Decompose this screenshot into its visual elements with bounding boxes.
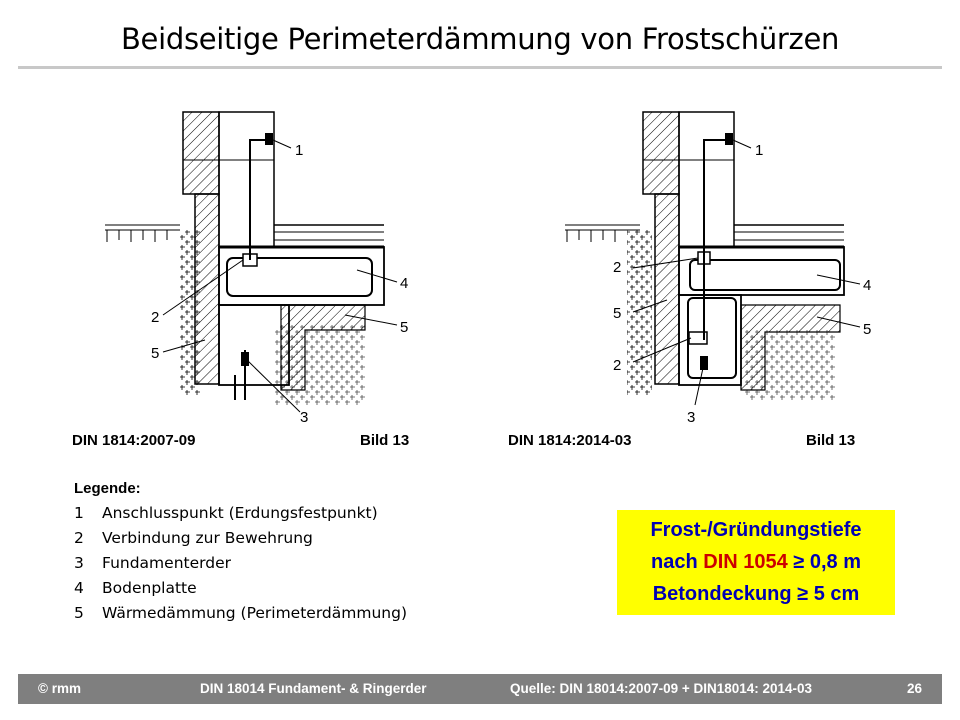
note-line-2-prefix: nach (651, 551, 704, 573)
caption-left-norm: DIN 1814:2007-09 (72, 432, 196, 449)
note-line-3: Betondeckung ≥ 5 cm (652, 583, 860, 605)
caption-right-bild: Bild 13 (806, 432, 856, 449)
legend-title: Legende: (74, 480, 141, 497)
label-1: 1 (755, 142, 764, 159)
label-5b: 5 (151, 345, 160, 362)
label-4: 4 (863, 277, 872, 294)
caption-left-bild: Bild 13 (360, 432, 410, 449)
legend-item-number: 5 (74, 604, 84, 622)
legend-item (74, 501, 407, 526)
footer-topic: DIN 18014 Fundament- & Ringerder (200, 681, 427, 696)
legend-item-number: 1 (74, 504, 84, 522)
label-2: 2 (151, 309, 160, 326)
drawing-left (95, 100, 425, 425)
legend-item-number: 3 (74, 554, 84, 572)
legend-item (74, 551, 407, 576)
legend-item-number: 2 (74, 529, 84, 547)
label-5b: 5 (863, 321, 872, 338)
label-4: 4 (400, 275, 409, 292)
footer-copyright: © rmm (38, 681, 81, 696)
caption-right-norm: DIN 1814:2014-03 (508, 432, 632, 449)
footer-page-number: 26 (907, 681, 923, 696)
note-line-1: Frost-/Gründungstiefe (650, 519, 862, 541)
drawing-right (555, 100, 885, 425)
note-din-reference: DIN 1054 (703, 551, 788, 573)
legend-item-text: Wärmedämmung (Perimeterdämmung) (102, 604, 407, 622)
note-line-2 (617, 546, 895, 578)
label-2b: 2 (613, 357, 622, 374)
footer-source: Quelle: DIN 18014:2007-09 + DIN18014: 2014-03 (510, 681, 813, 696)
legend-item-text: Fundamenterder (102, 554, 231, 572)
slide-title: Beidseitige Perimeterdämmung von Frostschürzen (120, 22, 840, 56)
footer-bar (18, 674, 942, 704)
legend-item (74, 526, 407, 551)
label-1: 1 (295, 142, 304, 159)
title-divider (18, 66, 942, 69)
legend-item (74, 601, 407, 626)
frost-depth-note (617, 510, 895, 615)
label-5: 5 (400, 319, 409, 336)
label-5: 5 (613, 305, 622, 322)
label-3: 3 (300, 409, 309, 425)
legend-item-text: Anschlusspunkt (Erdungsfestpunkt) (102, 504, 378, 522)
label-3: 3 (687, 409, 696, 425)
note-line-2-value: ≥ 0,8 m (787, 551, 861, 573)
legend-item-number: 4 (74, 579, 84, 597)
legend-item-text: Verbindung zur Bewehrung (102, 529, 313, 547)
label-2: 2 (613, 259, 622, 276)
legend-item (74, 576, 407, 601)
legend (74, 480, 407, 626)
legend-item-text: Bodenplatte (102, 579, 197, 597)
